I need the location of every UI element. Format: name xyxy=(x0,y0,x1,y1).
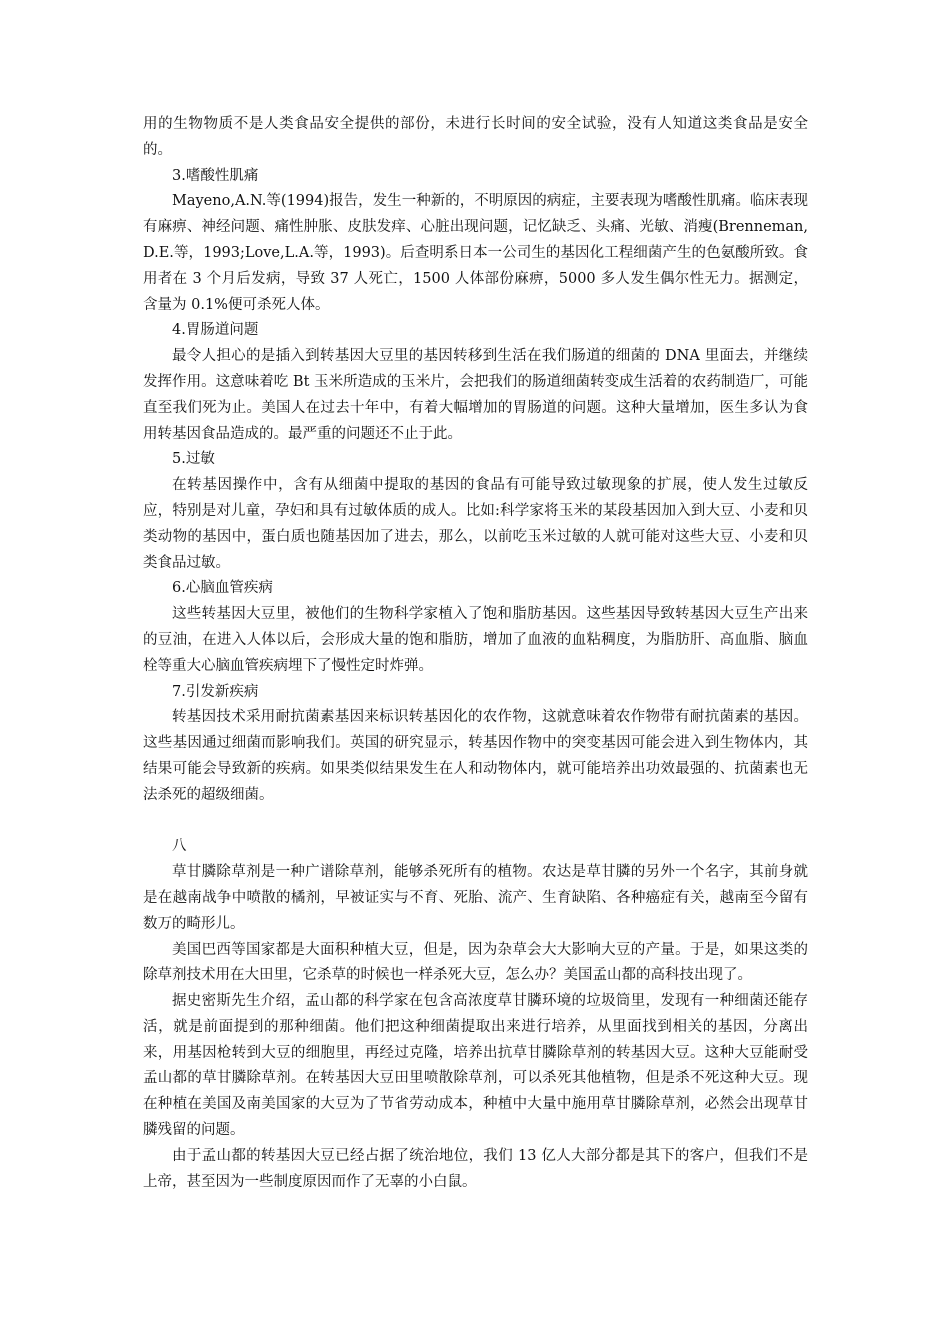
section-body: 这些转基因大豆里，被他们的生物科学家植入了饱和脂肪基因。这些基因导致转基因大豆生产出来的豆油，在进入人体以后，会形成大量的饱和脂肪，增加了血液的血粘稠度，为脂肪肝、高血脂、脑血栓等重大心脑血管疾病埋下了慢性定时炸弹。 xyxy=(143,606,808,674)
section-body: 最令人担心的是插入到转基因大豆里的基因转移到生活在我们肠道的细菌的 DNA 里面去，并继续发挥作用。这意味着吃 Bt 玉米所造成的玉米片，会把我们的肠道细菌转变成生活着的农药制造厂，可能直至我们死为止。美国人在过去十年中，有着大幅增加的胃肠道的问题。这种大量增加，医生多认为食用转基因食品造成的。最严重的问题还不止于此。 xyxy=(143,348,808,442)
blank-line xyxy=(143,809,808,835)
section-6 xyxy=(143,576,808,679)
section-heading: 4.胃肠道问题 xyxy=(172,322,259,339)
section-heading: 7.引发新疾病 xyxy=(172,683,259,700)
section-heading: 5.过敏 xyxy=(172,451,215,468)
section-5 xyxy=(143,447,808,576)
section-body: 转基因技术采用耐抗菌素基因来标识转基因化的农作物，这就意味着农作物带有耐抗菌素的基因。这些基因通过细菌而影响我们。英国的研究显示，转基因作物中的突变基因可能会进入到生物体内，其结果可能会导致新的疾病。如果类似结果发生在人和动物体内，就可能培养出功效最强的、抗菌素也无法杀死的超级细菌。 xyxy=(143,709,808,803)
section-heading: 3.嗜酸性肌痛 xyxy=(172,167,259,184)
document-page xyxy=(143,112,808,1195)
section-body: 在转基因操作中，含有从细菌中提取的基因的食品有可能导致过敏现象的扩展，使人发生过敏反应，特别是对儿童，孕妇和具有过敏体质的成人。比如:科学家将玉米的某段基因加入到大豆、小麦和贝类动物的基因中，蛋白质也随基因加了进去，那么，以前吃玉米过敏的人就可能对这些大豆、小麦和贝类食品过敏。 xyxy=(143,477,808,571)
part-8 xyxy=(143,834,808,1195)
part-heading: 八 xyxy=(172,838,187,855)
part-paragraph: 据史密斯先生介绍，孟山都的科学家在包含高浓度草甘膦环境的垃圾筒里，发现有一种细菌还能存活，就是前面提到的那种细菌。他们把这种细菌提取出来进行培养，从里面找到相关的基因，分离出来，用基因枪转到大豆的细胞里，再经过克隆，培养出抗草甘膦除草剂的转基因大豆。这种大豆能耐受孟山都的草甘膦除草剂。在转基因大豆田里喷散除草剂，可以杀死其他植物，但是杀不死这种大豆。现在种植在美国及南美国家的大豆为了节省劳动成本，种植中大量中施用草甘膦除草剂，必然会出现草甘膦残留的问题。 xyxy=(143,993,808,1139)
part-paragraph: 草甘膦除草剂是一种广谱除草剂，能够杀死所有的植物。农达是草甘膦的另外一个名字，其前身就是在越南战争中喷散的橘剂，早被证实与不育、死胎、流产、生育缺陷、各种癌症有关，越南至今留有数万的畸形儿。 xyxy=(143,864,808,932)
continuation-paragraph: 用的生物物质不是人类食品安全提供的部份，未进行长时间的安全试验，没有人知道这类食品是安全的。 xyxy=(143,116,808,158)
section-body: Mayeno,A.N.等(1994)报告，发生一种新的，不明原因的病症，主要表现为嗜酸性肌痛。临床表现有麻痹、神经问题、痛性肿胀、皮肤发痒、心脏出现问题，记忆缺乏、头痛、光敏、消瘦(Brenneman,D.E.等，1993;Love,L.A.等，1993)。后查明系日本一公司生的基因化工程细菌产生的色氨酸所致。食用者在 3 个月后发病，导致 37 人死亡，1500 人体部份麻痹，5000 多人发生偶尔性无力。据测定，含量为 0.1%便可杀死人体。 xyxy=(143,193,808,313)
section-3 xyxy=(143,164,808,319)
section-4 xyxy=(143,318,808,447)
section-7 xyxy=(143,680,808,809)
section-heading: 6.心脑血管疾病 xyxy=(172,580,273,597)
part-paragraph: 由于孟山都的转基因大豆已经占据了统治地位，我们 13 亿人大部分都是其下的客户，但我们不是上帝，甚至因为一些制度原因而作了无辜的小白鼠。 xyxy=(143,1147,808,1190)
part-paragraph: 美国巴西等国家都是大面积种植大豆，但是，因为杂草会大大影响大豆的产量。于是，如果这类的除草剂技术用在大田里，它杀草的时候也一样杀死大豆，怎么办？美国孟山都的高科技出现了。 xyxy=(143,941,808,984)
